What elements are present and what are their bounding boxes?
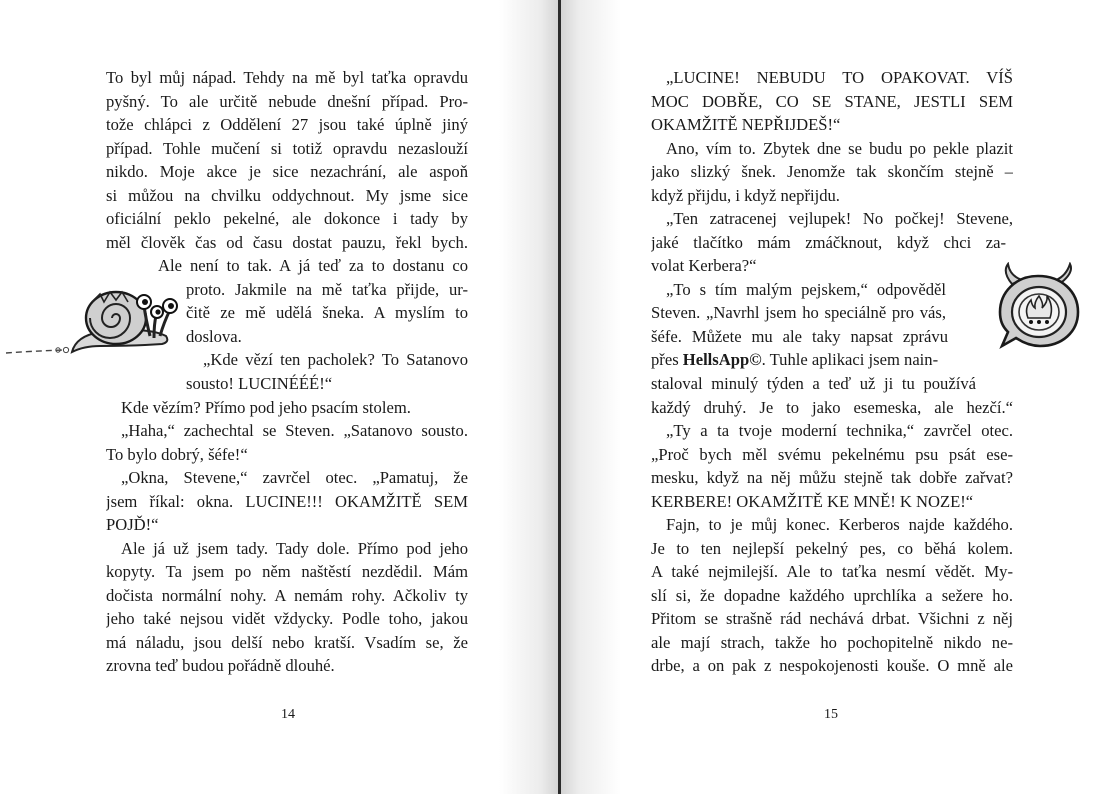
right-line-11: Steven. „Navrhl jsem ho speciálně pro vás, bbox=[651, 303, 946, 322]
right-line-8: jaké tlačítko mám zmáčknout, když chci za- bbox=[651, 233, 1006, 252]
right-line-13 bbox=[651, 348, 976, 372]
left-line-4: případ. Tohle mučení si totiž opravdu nezaslouží bbox=[106, 139, 468, 158]
right-line-9: volat Kerbera?“ bbox=[651, 256, 757, 275]
left-line-26: zrovna teď budou pořádně dlouhé. bbox=[106, 656, 335, 675]
right-line-25: ale mají strach, takže ho pochopitelně nikdo ne- bbox=[651, 633, 1013, 652]
hellsapp-bold: HellsApp© bbox=[682, 350, 762, 369]
left-line-3: tože chlápci z Oddělení 27 jsou také úplně jiný bbox=[106, 115, 468, 134]
right-line-26: drbe, a on pak z nespokojenosti kouše. O mně ale bbox=[651, 656, 1013, 675]
right-line-5: jako slizký šnek. Jenomže tak skončím stejně – bbox=[651, 162, 1013, 181]
right-line-4: Ano, vím to. Zbytek dne se budu po pekle plazit bbox=[666, 139, 1013, 158]
right-line-19: KERBERE! OKAMŽITĚ KE MNĚ! K NOZE!“ bbox=[651, 492, 974, 511]
right-line-22: A také nejmilejší. Ale to taťka nesmí vědět. My- bbox=[651, 562, 1013, 581]
left-page bbox=[0, 0, 559, 794]
right-line-18: mesku, když na něj můžu stejně tak dobře zařvat? bbox=[651, 468, 1013, 487]
devil-chat-bubble-illustration bbox=[994, 262, 1084, 354]
right-line-20: Fajn, to je můj konec. Kerberos najde každého. bbox=[666, 515, 1013, 534]
right-line-13-suffix: . Tuhle aplikaci jsem nain- bbox=[761, 350, 939, 369]
left-line-19: jsem říkal: okna. LUCINE!!! OKAMŽITĚ SEM bbox=[106, 492, 468, 511]
right-line-10: „To s tím malým pejskem,“ odpověděl bbox=[666, 280, 946, 299]
right-line-2: MOC DOBŘE, CO SE STANE, JESTLI SEM bbox=[651, 92, 1013, 111]
right-line-15: každý druhý. Je to jako esemeska, ale hezčí.“ bbox=[651, 398, 1013, 417]
page-number-left: 14 bbox=[281, 707, 295, 722]
left-line-17: To bylo dobrý, šéfe!“ bbox=[106, 445, 248, 464]
left-line-13: „Kde vězí ten pacholek? To Satanovo bbox=[203, 350, 468, 369]
gutter-shadow-right bbox=[561, 0, 621, 794]
left-line-9: Ale není to tak. A já teď za to dostanu co bbox=[158, 256, 468, 275]
left-line-18: „Okna, Stevene,“ zavrčel otec. „Pamatuj, že bbox=[121, 468, 468, 487]
right-line-23: slí si, že dopadne každého uprchlíka a sežere ho. bbox=[651, 586, 1013, 605]
left-line-25: má náladu, jsou delší nebo kratší. Vsadím se, že bbox=[106, 633, 468, 652]
left-line-10: proto. Jakmile na mě taťka přijde, ur- bbox=[186, 280, 468, 299]
left-line-7: oficiální peklo pekelné, ale dokonce i tady by bbox=[106, 209, 468, 228]
left-line-5: nikdo. Moje akce je sice nezachrání, ale aspoň bbox=[106, 162, 468, 181]
left-line-15: Kde vězím? Přímo pod jeho psacím stolem. bbox=[121, 398, 411, 417]
left-line-22: kopyty. Ta jsem po něm naštěstí nezdědil. Mám bbox=[106, 562, 468, 581]
right-line-14: staloval minulý týden a teď už ji tu používá bbox=[651, 374, 976, 393]
right-line-24: Přitom se strašně rád nechává drbat. Všichni z něj bbox=[651, 609, 1013, 628]
right-line-7: „Ten zatracenej vejlupek! No počkej! Stevene, bbox=[666, 209, 1013, 228]
right-line-6: když přijdu, i když nepřijdu. bbox=[651, 186, 840, 205]
right-line-16: „Ty a ta tvoje moderní technika,“ zavrčel otec. bbox=[666, 421, 1013, 440]
left-line-12: doslova. bbox=[186, 327, 242, 346]
left-line-11: čitě ze mě udělá šneka. A myslím to bbox=[186, 303, 468, 322]
snail-illustration bbox=[4, 280, 184, 360]
right-line-12: šéfe. Můžete mu ale taky napsat zprávu bbox=[651, 327, 948, 346]
right-line-1: „LUCINE! NEBUDU TO OPAKOVAT. VÍŠ bbox=[666, 68, 1013, 87]
left-line-2: pyšný. To ale určitě nebude dnešní případ. Pro- bbox=[106, 92, 468, 111]
left-line-23: dočista normální nohy. A nemám rohy. Ačkoliv ty bbox=[106, 586, 468, 605]
left-line-20: POJĎ!“ bbox=[106, 515, 159, 534]
gutter-shadow-left bbox=[499, 0, 559, 794]
left-line-16: „Haha,“ zachechtal se Steven. „Satanovo sousto. bbox=[121, 421, 468, 440]
right-line-21: Je to ten nejlepší pekelný pes, co běhá kolem. bbox=[651, 539, 1013, 558]
right-line-17: „Proč bych měl svému pekelnému psu psát ese- bbox=[651, 445, 1013, 464]
page-number-right: 15 bbox=[824, 707, 838, 722]
left-line-1: To byl můj nápad. Tehdy na mě byl taťka opravdu bbox=[106, 68, 468, 87]
left-line-8: měl člověk čas od času dostat pauzu, řekl bych. bbox=[106, 233, 468, 252]
right-line-13-prefix: přes bbox=[651, 350, 683, 369]
right-page bbox=[561, 0, 1119, 794]
left-line-21: Ale já už jsem tady. Tady dole. Přímo pod jeho bbox=[121, 539, 468, 558]
left-line-24: jeho také nejsou vidět vždycky. Podle toho, jakou bbox=[106, 609, 468, 628]
left-line-14: sousto! LUCINÉÉÉ!“ bbox=[186, 374, 333, 393]
right-line-3: OKAMŽITĚ NEPŘIJDEŠ!“ bbox=[651, 115, 841, 134]
left-line-6: si můžou na chvilku oddychnout. My jsme sice bbox=[106, 186, 468, 205]
